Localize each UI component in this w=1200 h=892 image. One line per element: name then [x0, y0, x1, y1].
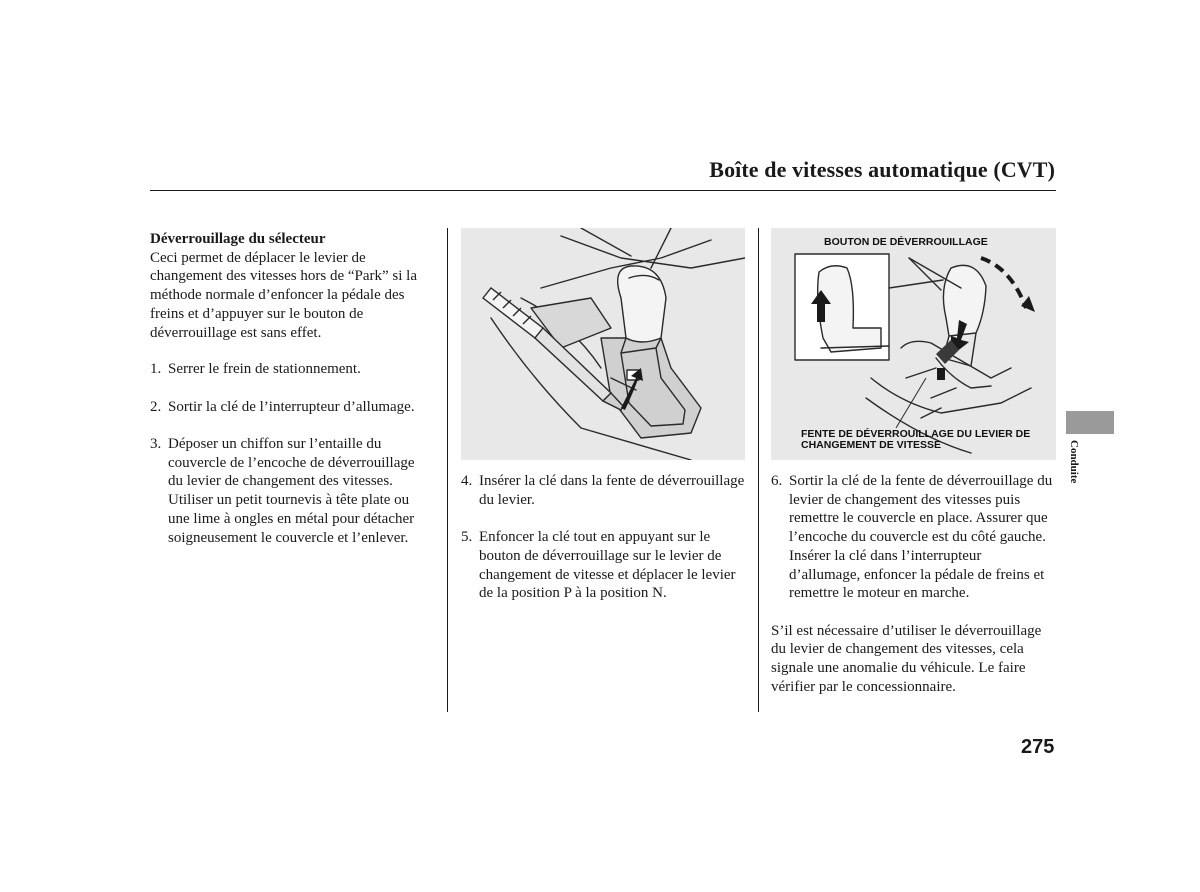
- section-heading: Déverrouillage du sélecteur: [150, 231, 326, 247]
- step-3: [150, 435, 432, 547]
- page-number: 275: [1021, 736, 1055, 758]
- step-number: 5.: [461, 529, 473, 546]
- middle-column: [461, 472, 745, 603]
- section-tab: [1066, 411, 1114, 434]
- intro-paragraph: Ceci permet de déplacer le levier de changement des vitesses hors de “Park” si la méthode normale d’enfoncer la pédale des freins et d’appuyer sur le bouton de déverrouillage est sans effet.: [150, 249, 418, 341]
- step-number: 6.: [771, 473, 783, 489]
- step-text: Serrer le frein de stationnement.: [168, 361, 361, 378]
- title-rule: [150, 190, 1056, 191]
- step-number: 2.: [150, 398, 162, 415]
- page-title: Boîte de vitesses automatique (CVT): [709, 157, 1055, 182]
- step-text: Enfoncer la clé tout en appuyant sur le bouton de déverrouillage sur le levier de changement de vitesse et déplacer le levier de la position P à la position N.: [479, 529, 736, 602]
- step-4: [461, 472, 745, 509]
- release-button-label: BOUTON DE DÉVERROUILLAGE: [824, 236, 988, 248]
- step-text: Insérer la clé dans la fente de déverrouillage du levier.: [479, 473, 745, 508]
- step-text: Sortir la clé de l’interrupteur d’allumage.: [168, 398, 415, 415]
- step-number: 4.: [461, 473, 473, 489]
- column-divider: [758, 228, 759, 712]
- release-slot-label-line-1: FENTE DE DÉVERROUILLAGE DU LEVIER DE: [801, 428, 1031, 440]
- shift-release-illustration: [771, 228, 1056, 460]
- step-text: Sortir la clé de la fente de déverrouillage du levier de changement des vitesses puis remettre le couvercle en place. Assurer que l’encoche du couvercle est du côté gauche. Insérer la clé dans l’interrupteur d’allumage, enfoncer la pédale de freins et remettre le moteur en marche.: [789, 473, 1053, 602]
- figure-release-slot: [771, 228, 1056, 460]
- step-6: [771, 472, 1056, 603]
- release-slot-label-line-2: CHANGEMENT DE VITESSE: [801, 439, 942, 451]
- step-5: [461, 528, 745, 603]
- section-tab-label-wrapper: [1066, 440, 1082, 490]
- step-number: 3.: [150, 436, 162, 452]
- note-paragraph: S’il est nécessaire d’utiliser le déverrouillage du levier de changement des vitesses, cela signale une anomalie du véhicule. Le faire vérifier par le concessionnaire.: [771, 622, 1042, 695]
- left-column: [150, 230, 432, 547]
- right-column: [771, 472, 1056, 696]
- shift-lever-illustration: [461, 228, 745, 460]
- step-1: [150, 360, 432, 379]
- column-divider: [447, 228, 448, 712]
- step-text: Déposer un chiffon sur l’entaille du couvercle de l’encoche de déverrouillage du levier de changement des vitesses. Utiliser un petit tournevis à tête plate ou une lime à ongles en métal pour détacher soigneusement le couvercle et l’enlever.: [168, 436, 415, 546]
- figure-key-in-slot: [461, 228, 745, 460]
- step-2: [150, 398, 432, 417]
- section-tab-label: Conduite: [1068, 440, 1080, 484]
- step-number: 1.: [150, 361, 162, 378]
